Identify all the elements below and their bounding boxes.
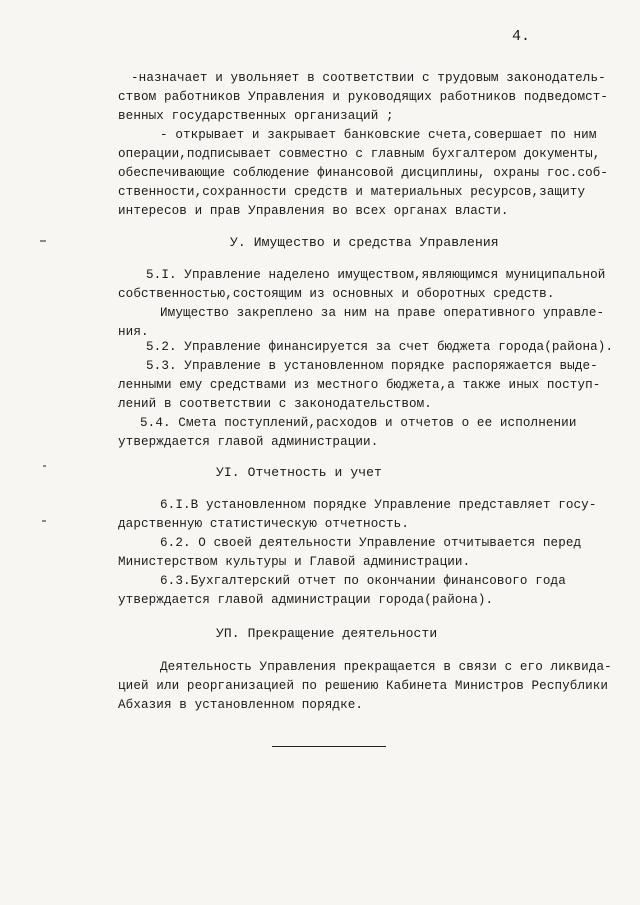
- text-line: ния.: [118, 325, 149, 339]
- text-line: 5.4. Смета поступлений,расходов и отчетов о ее исполнении: [140, 416, 577, 430]
- text-line: ством работников Управления и руководящих работников подведомст-: [118, 90, 609, 104]
- text-line: обеспечивающие соблюдение финансовой дисциплины, охраны гос.соб-: [118, 166, 609, 180]
- text-line: Имущество закреплено за ним на праве оперативного управле-: [160, 306, 605, 320]
- text-line: 6.3.Бухгалтерский отчет по окончании финансового года: [160, 574, 566, 588]
- text-line: венных государственных организаций ;: [118, 109, 394, 123]
- scan-mark: [42, 520, 46, 522]
- text-line: утверждается главой администрации.: [118, 435, 379, 449]
- text-line: собственностью,состоящим из основных и оборотных средств.: [118, 287, 555, 301]
- text-line: 5.3. Управление в установленном порядке распоряжается выде-: [146, 359, 598, 373]
- section-heading-5: У. Имущество и средства Управления: [230, 235, 499, 250]
- text-line: 5.I. Управление наделено имуществом,являющимся муниципальной: [146, 268, 606, 282]
- text-line: дарственную статистическую отчетность.: [118, 517, 409, 531]
- text-line: 6.I.В установленном порядке Управление представляет госу-: [160, 498, 597, 512]
- text-line: ственности,сохранности средств и материальных ресурсов,защиту: [118, 185, 586, 199]
- scan-mark: [43, 465, 46, 467]
- section-heading-6: УI. Отчетность и учет: [216, 465, 382, 480]
- text-line: операции,подписывает совместно с главным бухгалтером документы,: [118, 147, 601, 161]
- text-line: 5.2. Управление финансируется за счет бюджета города(района).: [146, 340, 614, 354]
- text-line: -назначает и увольняет в соответствии с трудовым законодатель-: [131, 71, 606, 85]
- text-line: цией или реорганизацией по решению Кабинета Министров Республики: [118, 679, 609, 693]
- scan-mark: [40, 240, 46, 242]
- page-number: 4.: [512, 28, 531, 45]
- text-line: утверждается главой администрации города(района).: [118, 593, 494, 607]
- text-line: - открывает и закрывает банковские счета,совершает по ним: [160, 128, 597, 142]
- text-line: интересов и прав Управления во всех органах власти.: [118, 204, 509, 218]
- closing-rule: [272, 746, 386, 747]
- text-line: Деятельность Управления прекращается в связи с его ликвида-: [160, 660, 612, 674]
- text-line: Абхазия в установленном порядке.: [118, 698, 364, 712]
- section-heading-7: УП. Прекращение деятельности: [216, 626, 438, 641]
- text-line: 6.2. О своей деятельности Управление отчитывается перед: [160, 536, 582, 550]
- text-line: лений в соответствии с законодательством.: [118, 397, 432, 411]
- text-line: ленными ему средствами из местного бюджета,а также иных поступ-: [118, 378, 601, 392]
- text-line: Министерством культуры и Главой администрации.: [118, 555, 471, 569]
